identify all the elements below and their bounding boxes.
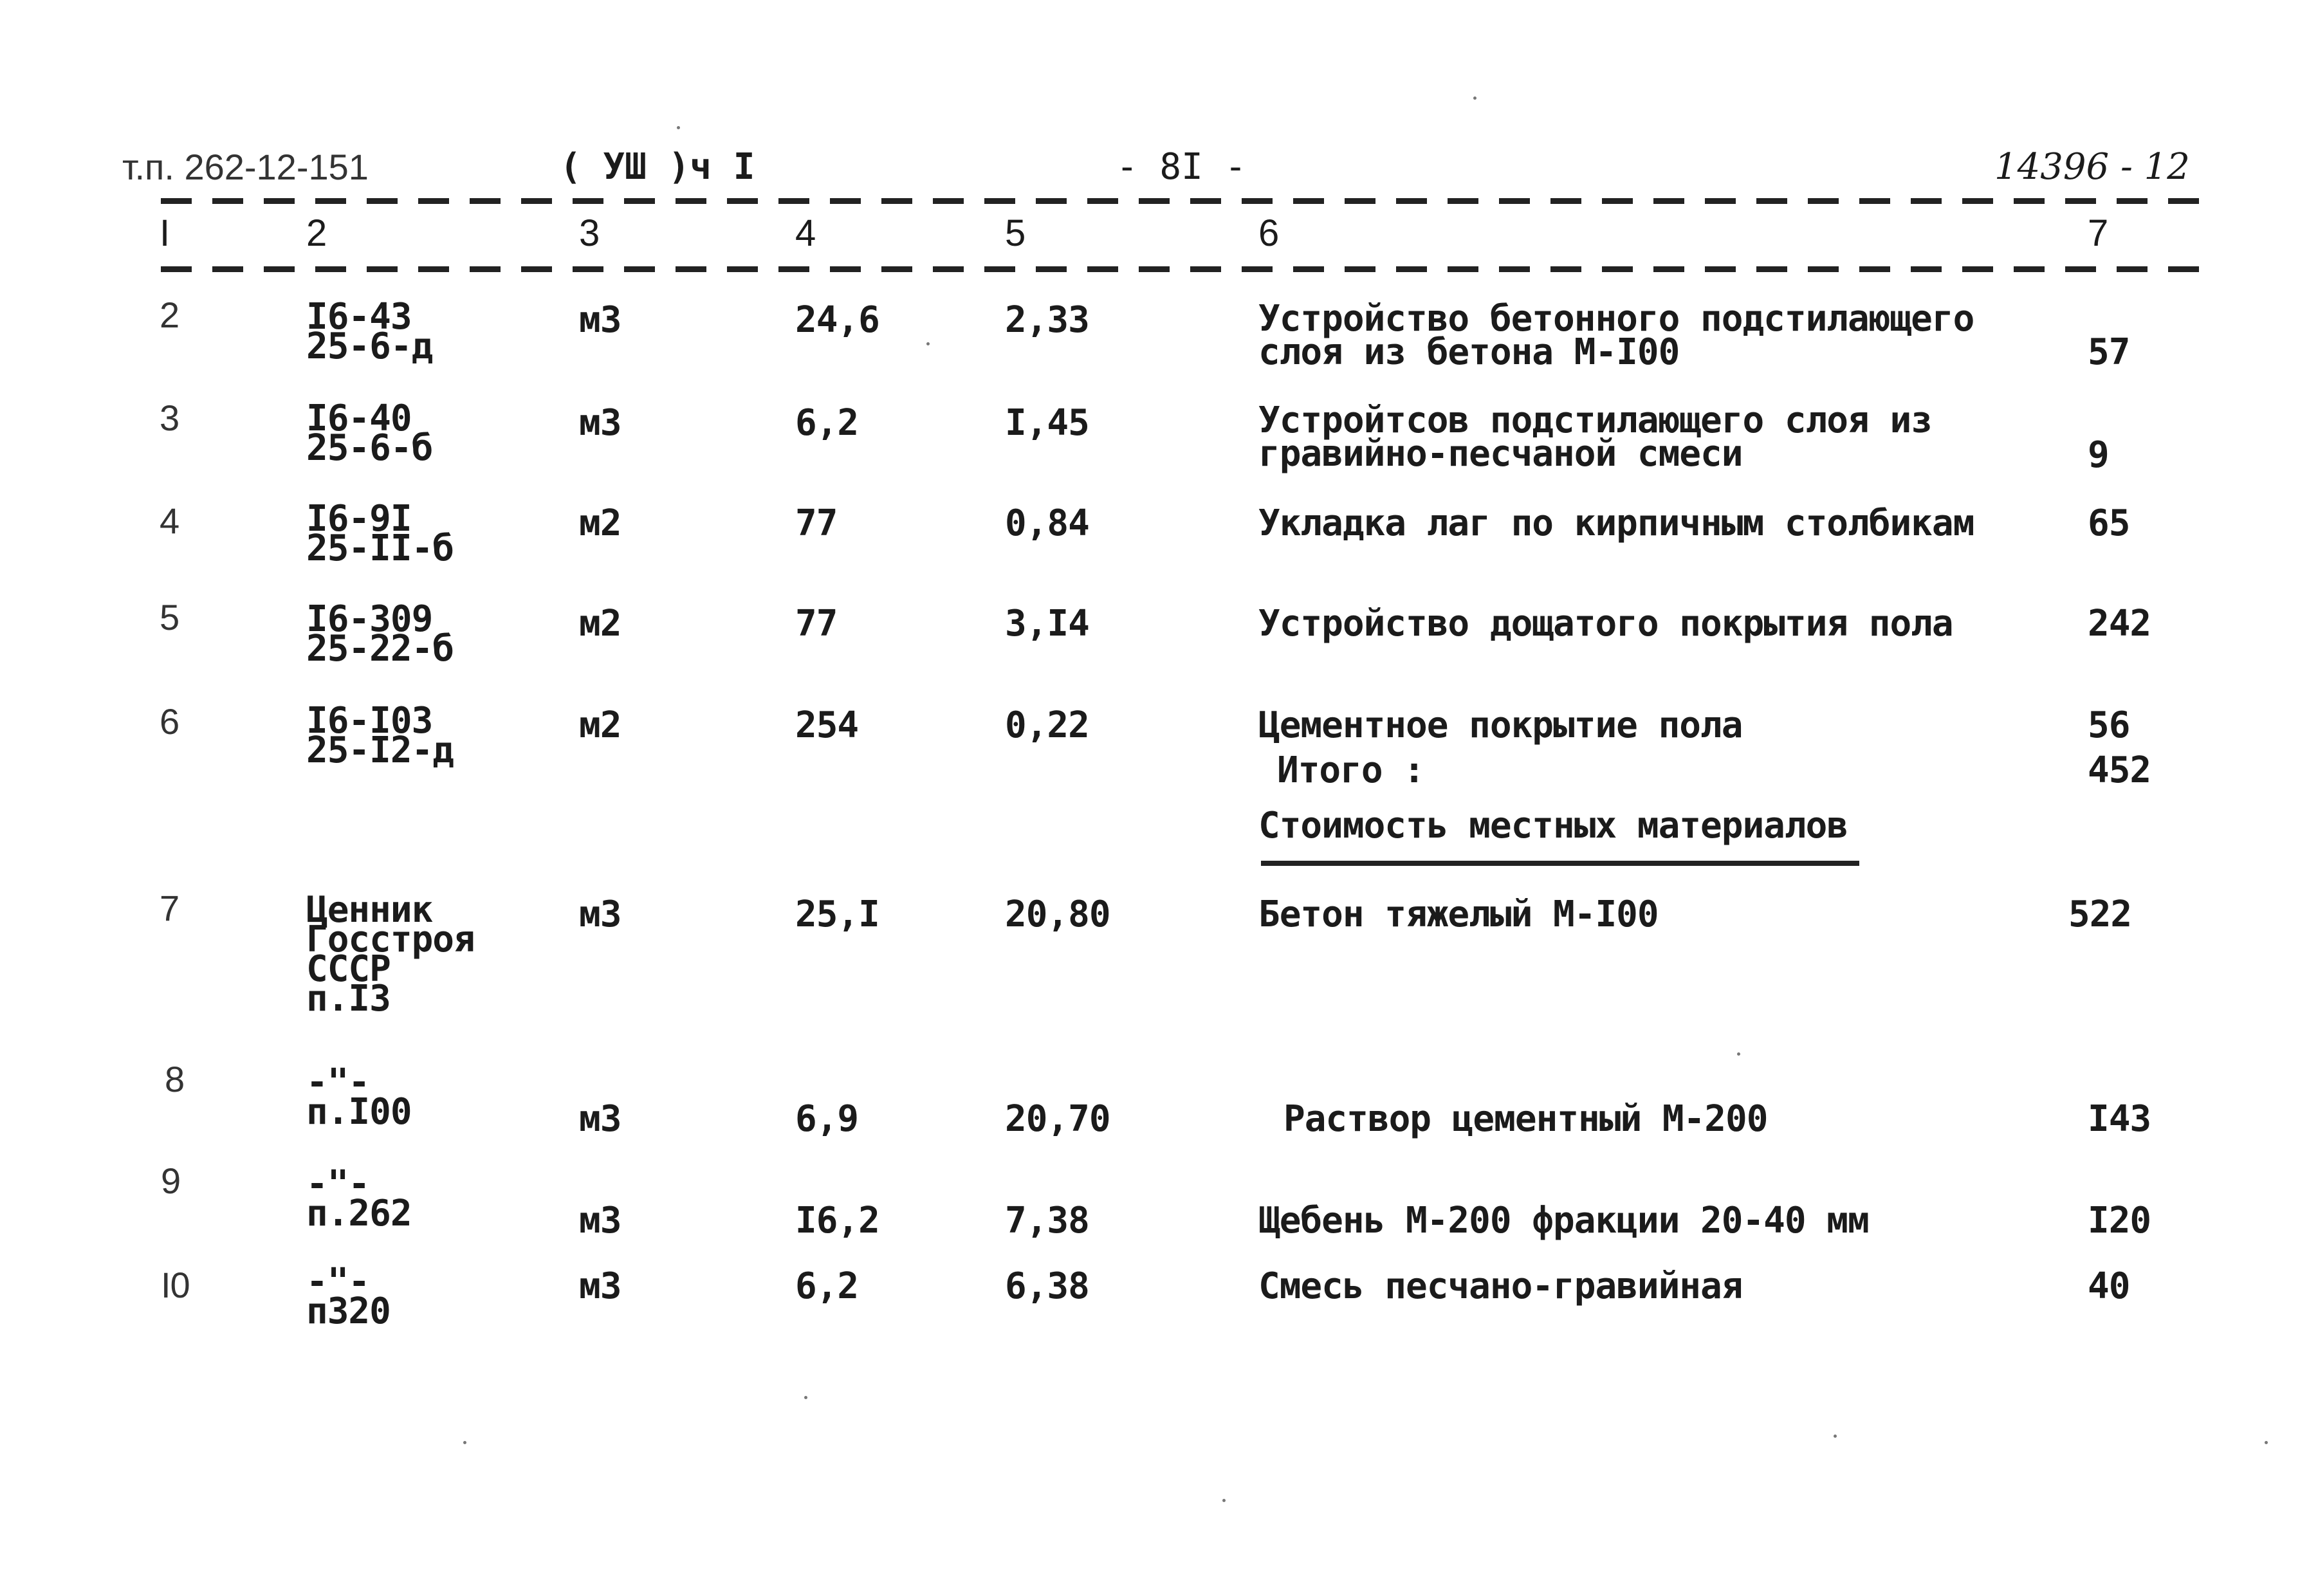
- quantity: 77: [795, 502, 838, 544]
- scan-speck: [926, 342, 930, 345]
- row-number: 7: [160, 888, 179, 928]
- document-number: т.п. 262-12-151: [122, 147, 369, 187]
- unit-price: 20,80: [1005, 894, 1110, 935]
- handwritten-code: 14396 - 12: [1994, 146, 2190, 188]
- price-source-line: п.I00: [306, 1091, 412, 1133]
- unit: м3: [579, 1200, 621, 1242]
- material-description: Смесь песчано-гравийная: [1258, 1265, 1743, 1307]
- scan-speck: [677, 126, 680, 129]
- scan-speck: [1473, 96, 1476, 100]
- work-description: [1258, 298, 1974, 373]
- price-source: [306, 1061, 412, 1133]
- price-source-line: -"-: [306, 1163, 370, 1205]
- column-header-4: 4: [795, 212, 816, 254]
- section-title-underline: [1261, 861, 1859, 866]
- quantity: 6,9: [795, 1098, 859, 1140]
- unit-price: 7,38: [1005, 1200, 1089, 1242]
- unit: м2: [579, 704, 621, 746]
- row-number: 2: [160, 295, 179, 335]
- description-line: гравийно-песчаной смеси: [1258, 433, 1743, 475]
- material-description: Раствор цементный М-200: [1283, 1098, 1768, 1140]
- page-number: - 8I -: [1116, 146, 1247, 188]
- unit: м2: [579, 603, 621, 645]
- scan-speck: [1222, 1499, 1226, 1502]
- row-total: 57: [2088, 331, 2130, 373]
- rate-code-line: I6-I03: [306, 700, 433, 742]
- quantity: 77: [795, 603, 838, 645]
- scan-speck: [463, 1441, 466, 1444]
- unit-price: 0,22: [1005, 704, 1089, 746]
- column-header-2: 2: [306, 212, 327, 254]
- price-source-line: Госстроя: [306, 919, 475, 960]
- material-description: Щебень М-200 фракции 20-40 мм: [1258, 1200, 1869, 1242]
- rate-code: [306, 398, 433, 469]
- row-total: 40: [2088, 1265, 2130, 1307]
- subtotal-value: 452: [2088, 749, 2151, 791]
- scan-speck: [804, 1396, 807, 1399]
- description-line: Устройство бетонного подстилающего: [1258, 298, 1974, 340]
- row-number: 6: [160, 701, 179, 742]
- column-header-dashed-rule: [161, 266, 2220, 272]
- column-header-1: I: [160, 212, 170, 254]
- rate-code-line: I6-43: [306, 296, 412, 338]
- rate-code-line: 25-6-д: [306, 326, 433, 367]
- price-source-line: -"-: [306, 1061, 370, 1103]
- rate-code-line: I6-40: [306, 398, 412, 439]
- scan-speck: [1737, 1052, 1740, 1056]
- rate-code: [306, 296, 433, 367]
- unit-price: 3,I4: [1005, 603, 1089, 645]
- header-dashed-rule: [161, 198, 2220, 204]
- unit-price: 0,84: [1005, 502, 1089, 544]
- price-source-line: Ценник: [306, 889, 433, 931]
- row-number: 8: [165, 1059, 185, 1099]
- unit: м3: [579, 1265, 621, 1307]
- scan-speck: [2265, 1441, 2268, 1444]
- price-source-line: п.262: [306, 1193, 412, 1234]
- row-total: 522: [2068, 894, 2132, 935]
- material-description: Бетон тяжелый М-I00: [1258, 894, 1659, 935]
- rate-code: [306, 700, 454, 771]
- row-total: I43: [2088, 1098, 2151, 1140]
- price-source-line: п320: [306, 1290, 391, 1332]
- quantity: 6,2: [795, 402, 859, 444]
- row-total: 9: [2088, 434, 2109, 476]
- price-source-line: п.I3: [306, 978, 391, 1020]
- rate-code-line: 25-II-б: [306, 527, 454, 569]
- price-source-line: СССР: [306, 948, 391, 990]
- price-source-line: -"-: [306, 1261, 370, 1303]
- row-number: 4: [160, 500, 179, 541]
- unit: м3: [579, 402, 621, 444]
- row-total: 56: [2088, 704, 2130, 746]
- quantity: 254: [795, 704, 859, 746]
- unit: м3: [579, 299, 621, 341]
- work-description: Цементное покрытие пола: [1258, 704, 1743, 746]
- quantity: 25,I: [795, 894, 879, 935]
- section-title: Стоимость местных материалов: [1258, 805, 1848, 847]
- unit: м2: [579, 502, 621, 544]
- work-description: [1258, 399, 1932, 475]
- column-header-3: 3: [579, 212, 600, 254]
- unit: м3: [579, 894, 621, 935]
- description-line: Устройтсов подстилающего слоя из: [1258, 399, 1932, 441]
- rate-code-line: 25-I2-д: [306, 729, 454, 771]
- quantity: I6,2: [795, 1200, 879, 1242]
- price-source: [306, 1261, 391, 1332]
- row-number: 5: [160, 597, 179, 637]
- rate-code-line: 25-6-б: [306, 427, 433, 469]
- price-source: [306, 889, 475, 1020]
- subtotal-label: Итого :: [1277, 749, 1425, 791]
- unit: м3: [579, 1098, 621, 1140]
- column-header-7: 7: [2088, 212, 2109, 254]
- row-total: 65: [2088, 502, 2130, 544]
- work-description: Устройство дощатого покрытия пола: [1258, 603, 1953, 645]
- quantity: 6,2: [795, 1265, 859, 1307]
- quantity: 24,6: [795, 299, 879, 341]
- rate-code-line: I6-9I: [306, 498, 412, 540]
- rate-code: [306, 598, 454, 670]
- scan-speck: [1834, 1435, 1837, 1438]
- work-description: Укладка лаг по кирпичным столбикам: [1258, 502, 1974, 544]
- row-number: I0: [161, 1265, 190, 1305]
- rate-code-line: I6-309: [306, 598, 433, 640]
- unit-price: 6,38: [1005, 1265, 1089, 1307]
- rate-code: [306, 498, 454, 569]
- unit-price: 20,70: [1005, 1098, 1110, 1140]
- row-total: I20: [2088, 1200, 2151, 1242]
- unit-price: I,45: [1005, 402, 1089, 444]
- row-number: 9: [161, 1160, 181, 1201]
- price-source: [306, 1163, 412, 1234]
- column-header-5: 5: [1005, 212, 1026, 254]
- unit-price: 2,33: [1005, 299, 1089, 341]
- section-label: ( УШ )ч I: [560, 146, 755, 188]
- description-line: слоя из бетона М-I00: [1258, 331, 1680, 373]
- rate-code-line: 25-22-б: [306, 628, 454, 670]
- column-header-6: 6: [1258, 212, 1280, 254]
- row-total: 242: [2088, 603, 2151, 645]
- row-number: 3: [160, 398, 179, 438]
